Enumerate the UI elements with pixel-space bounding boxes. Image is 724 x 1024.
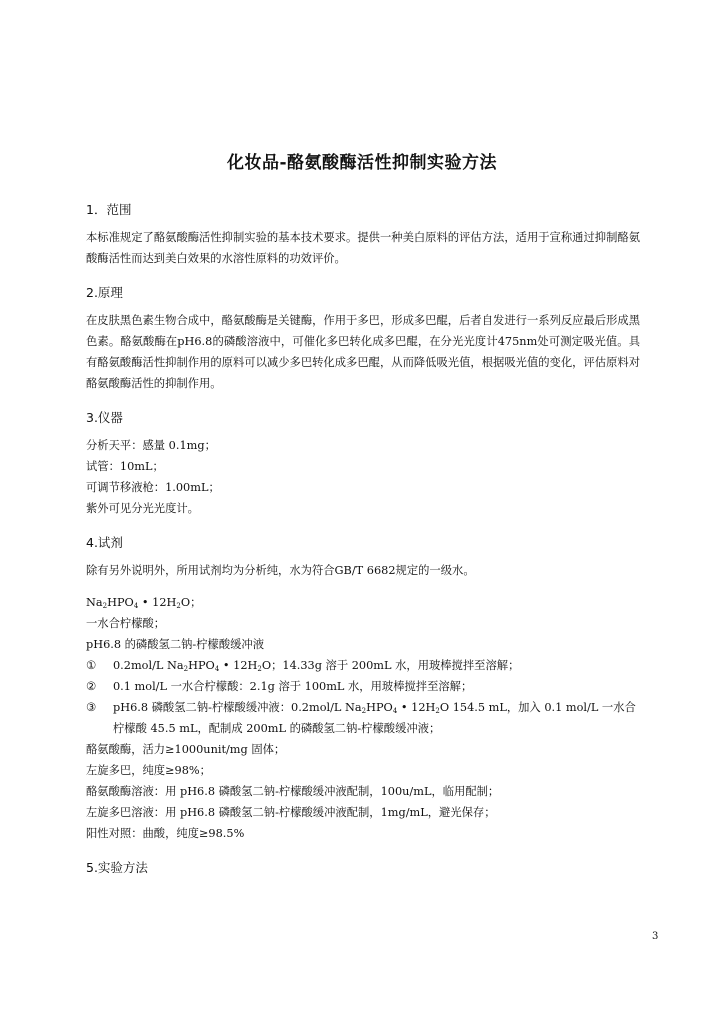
- buffer-step: ② 0.1 mol/L 一水合柠檬酸：2.1g 溶于 100mL 水，用玻棒搅拌至溶解；: [86, 676, 640, 697]
- reagent-item: $Na_2HPO_4$ • $12H_2O$；: [86, 596, 202, 610]
- instrument-list: [86, 435, 640, 519]
- section-heading-instruments: 3.仪器: [86, 410, 123, 425]
- section-heading-method: 5.实验方法: [86, 860, 148, 875]
- scope-paragraph: 本标准规定了酪氨酸酶活性抑制实验的基本技术要求。提供一种美白原料的评估方法，适用于宣称通过抑制酪氨酸酶活性而达到美白效果的水溶性原料的功效评价。: [86, 231, 640, 265]
- buffer-step: ① 0.2mol/L $Na_2HPO_4$ • $12H_2O$；14.33g 溶于 200mL 水，用玻棒搅拌至溶解；: [86, 655, 640, 676]
- section-heading-reagents: 4.试剂: [86, 535, 123, 550]
- reagent-item: 左旋多巴，纯度≥98%；: [86, 764, 211, 777]
- reagent-item: 左旋多巴溶液：用 pH6.8 磷酸氢二钠-柠檬酸缓冲液配制，1mg/mL，避光保存；: [86, 806, 496, 819]
- document-body: [86, 197, 640, 885]
- page-number: 3: [652, 931, 659, 942]
- document-title: 化妆品-酪氨酸酶活性抑制实验方法: [226, 153, 498, 173]
- reagent-intro: 除有另外说明外，所用试剂均为分析纯，水为符合GB/T 6682规定的一级水。: [86, 564, 475, 577]
- reagent-item: 阳性对照：曲酸，纯度≥98.5%: [86, 827, 245, 840]
- instrument-item: 可调节移液枪：1.00mL；: [86, 481, 220, 494]
- principle-paragraph: 在皮肤黑色素生物合成中，酪氨酸酶是关键酶，作用于多巴，形成多巴醌，后者自发进行一系列反应最后形成黑色素。酪氨酸酶在pH6.8的磷酸溶液中，可催化多巴转化成多巴醌，在分光光度计475nm处可测定吸光值。具有酪氨酸酶活性抑制作用的原料可以减少多巴转化成多巴醌，从而降低吸光值，根据吸光值的变化，评估原料对酪氨酸酶活性的抑制作用。: [86, 314, 640, 390]
- section-heading-scope: 1．范围: [86, 202, 132, 217]
- instrument-item: 紫外可见分光光度计。: [86, 502, 199, 515]
- reagent-item: pH6.8 的磷酸氢二钠-柠檬酸缓冲液: [86, 638, 265, 651]
- buffer-step: ③ pH6.8 磷酸氢二钠-柠檬酸缓冲液：0.2mol/L $Na_2HPO_4$ • $12H_2O$ 154.5 mL，加入 0.1 mol/L 一水合柠檬酸 45.5 mL，配制成 200mL 的磷酸氢二钠-柠檬酸缓冲液；: [86, 697, 640, 739]
- reagent-list: [86, 592, 640, 844]
- reagent-item: 酪氨酸酶溶液：用 pH6.8 磷酸氢二钠-柠檬酸缓冲液配制，100u/mL，临用配制；: [86, 785, 500, 798]
- step-marker: ②: [86, 680, 97, 693]
- reagent-item: 酪氨酸酶，活力≥1000unit/mg 固体；: [86, 743, 286, 756]
- instrument-item: 试管：10mL；: [86, 460, 164, 473]
- step-marker: ③: [86, 701, 97, 714]
- reagent-item: 一水合柠檬酸；: [86, 617, 166, 630]
- step-marker: ①: [86, 659, 97, 672]
- instrument-item: 分析天平：感量 0.1mg；: [86, 439, 216, 452]
- section-heading-principle: 2.原理: [86, 285, 123, 300]
